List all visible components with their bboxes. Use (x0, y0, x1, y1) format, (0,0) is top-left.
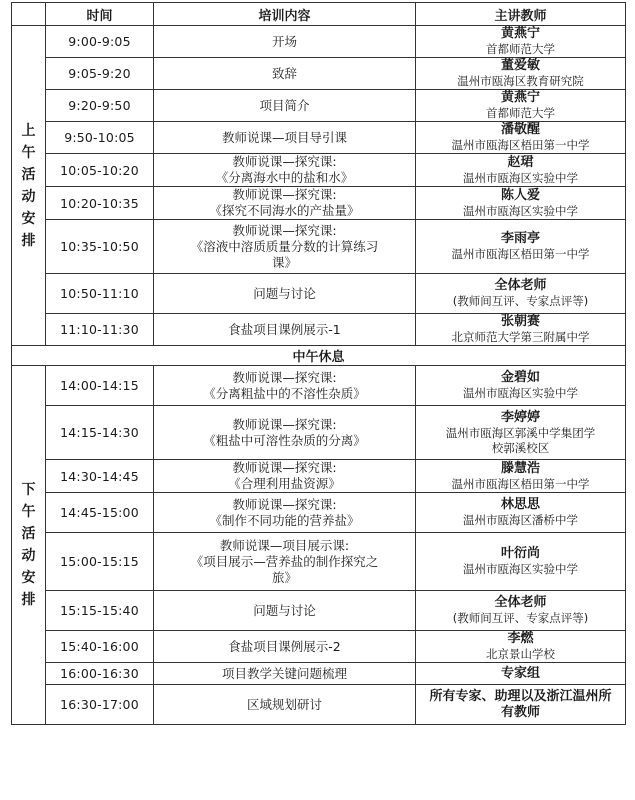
content-line: 教师说课—探究课: (232, 187, 337, 202)
teacher-name: 林思思 (500, 497, 540, 512)
content-line: 《溶液中溶质质量分数的计算练习 (190, 238, 379, 254)
session-label (12, 26, 46, 346)
teacher-name: 所有专家、助理以及浙江温州所 (429, 688, 612, 704)
teacher-org: 温州市瓯海区梧田第一中学 (451, 247, 590, 261)
content-line: 食盐项目课例展示-2 (228, 638, 341, 654)
session-char: 动 (21, 548, 36, 564)
noon-row (12, 346, 626, 366)
content-line: 《合理利用盐资源》 (228, 476, 341, 491)
header-teacher: 主讲教师 (416, 3, 626, 26)
session-char: 活 (21, 166, 36, 183)
teacher-cell (416, 274, 626, 314)
teacher-cell (416, 493, 626, 533)
teacher-cell (416, 685, 626, 725)
teacher-cell (416, 220, 626, 274)
session-char: 上 (21, 122, 36, 139)
time-cell: 9:00-9:05 (46, 26, 154, 58)
schedule-row (12, 220, 626, 274)
schedule-row (12, 685, 626, 725)
schedule-row (12, 122, 626, 154)
content-cell (154, 591, 416, 631)
teacher-name: 李雨亭 (500, 231, 540, 246)
teacher-name: 潘敬醒 (500, 122, 540, 137)
time-cell: 10:05-10:20 (46, 154, 154, 187)
schedule-row (12, 460, 626, 493)
teacher-name: 赵珺 (507, 154, 534, 170)
teacher-name: 全体老师 (494, 595, 547, 610)
content-line: 问题与讨论 (253, 285, 316, 301)
session-char: 安 (21, 210, 36, 227)
teacher-org: (教师间互评、专家点评等) (452, 294, 589, 308)
content-cell (154, 406, 416, 460)
teacher-org: 首都师范大学 (486, 42, 555, 56)
content-cell (154, 366, 416, 406)
teacher-cell (416, 406, 626, 460)
session-char: 午 (21, 144, 36, 161)
header-content: 培训内容 (154, 3, 416, 26)
teacher-name: 黄燕宁 (500, 90, 540, 105)
content-cell (154, 533, 416, 591)
schedule-row (12, 591, 626, 631)
content-line: 教师说课—探究课: (232, 416, 337, 432)
schedule-row (12, 154, 626, 187)
teacher-org: 温州市瓯海区梧田第一中学 (451, 476, 590, 491)
teacher-org: 北京景山学校 (486, 647, 555, 661)
schedule-row (12, 366, 626, 406)
content-line: 项目教学关键问题梳理 (221, 665, 347, 681)
schedule-row (12, 406, 626, 460)
time-cell: 14:00-14:15 (46, 366, 154, 406)
content-line: 问题与讨论 (253, 602, 316, 618)
time-cell: 10:35-10:50 (46, 220, 154, 274)
content-line: 教师说课—探究课: (232, 460, 337, 475)
content-cell (154, 154, 416, 187)
schedule-row (12, 314, 626, 346)
session-char: 安 (21, 570, 36, 586)
teacher-name: 全体老师 (494, 278, 547, 293)
content-cell (154, 493, 416, 533)
time-cell: 10:50-11:10 (46, 274, 154, 314)
content-cell (154, 314, 416, 346)
teacher-name: 金碧如 (500, 370, 540, 385)
teacher-org: 温州市瓯海区郭溪中学集团学 (445, 425, 596, 440)
teacher-org: 温州市瓯海区实验中学 (463, 203, 578, 218)
session-char: 活 (21, 526, 36, 542)
teacher-cell (416, 631, 626, 663)
time-cell: 14:15-14:30 (46, 406, 154, 460)
schedule-row (12, 493, 626, 533)
teacher-org: 北京师范大学第三附属中学 (451, 330, 590, 344)
time-cell: 15:00-15:15 (46, 533, 154, 591)
teacher-cell (416, 314, 626, 346)
content-line: 《分离粗盐中的不溶性杂质》 (203, 385, 366, 401)
session-char: 排 (21, 592, 36, 608)
teacher-name: 李燃 (507, 631, 534, 646)
content-line: 《粗盐中可溶性杂质的分离》 (203, 432, 366, 448)
teacher-cell (416, 90, 626, 122)
teacher-cell (416, 58, 626, 90)
content-line: 《探究不同海水的产盐量》 (209, 203, 360, 218)
teacher-org: 温州市瓯海区梧田第一中学 (451, 138, 590, 152)
content-line: 教师说课—项目展示课: (219, 537, 350, 553)
session-char: 下 (21, 482, 36, 498)
time-cell: 9:05-9:20 (46, 58, 154, 90)
header-time: 时间 (46, 3, 154, 26)
content-line: 开场 (271, 33, 297, 49)
teacher-cell (416, 187, 626, 220)
teacher-cell (416, 26, 626, 58)
session-char: 动 (21, 188, 36, 205)
content-line: 教师说课—探究课: (232, 222, 337, 238)
teacher-org: 首都师范大学 (486, 106, 555, 120)
schedule-row (12, 663, 626, 685)
content-line: 课》 (271, 254, 297, 270)
time-cell: 9:50-10:05 (46, 122, 154, 154)
content-cell (154, 26, 416, 58)
header-session (12, 3, 46, 26)
content-cell (154, 274, 416, 314)
content-cell (154, 663, 416, 685)
time-cell: 11:10-11:30 (46, 314, 154, 346)
schedule-row (12, 631, 626, 663)
content-cell (154, 122, 416, 154)
teacher-name: 张朝赛 (500, 314, 540, 329)
teacher-org: (教师间互评、专家点评等) (452, 611, 589, 625)
content-cell (154, 220, 416, 274)
content-cell (154, 90, 416, 122)
session-char: 排 (21, 232, 36, 249)
teacher-name: 叶衍尚 (500, 546, 540, 561)
content-cell (154, 58, 416, 90)
teacher-name: 董爱敏 (500, 58, 540, 73)
time-cell: 15:15-15:40 (46, 591, 154, 631)
time-cell: 14:45-15:00 (46, 493, 154, 533)
teacher-cell (416, 591, 626, 631)
teacher-org: 校郭溪校区 (491, 440, 550, 455)
content-cell (154, 685, 416, 725)
schedule-row (12, 187, 626, 220)
content-line: 区域规划研讨 (246, 696, 322, 712)
time-cell: 15:40-16:00 (46, 631, 154, 663)
schedule-row (12, 26, 626, 58)
header-row (12, 3, 626, 26)
session-label (12, 366, 46, 725)
content-line: 致辞 (271, 65, 297, 81)
content-line: 《分离海水中的盐和水》 (215, 170, 354, 185)
teacher-name: 陈人爱 (500, 187, 540, 203)
teacher-cell (416, 533, 626, 591)
content-line: 教师说课—探究课: (232, 496, 337, 512)
schedule-row (12, 274, 626, 314)
time-cell: 16:30-17:00 (46, 685, 154, 725)
time-cell: 14:30-14:45 (46, 460, 154, 493)
session-char: 午 (21, 504, 36, 520)
content-cell (154, 631, 416, 663)
noon-break: 中午休息 (12, 346, 626, 366)
teacher-cell (416, 154, 626, 187)
content-cell (154, 187, 416, 220)
content-line: 教师说课—探究课: (232, 154, 337, 169)
time-cell: 16:00-16:30 (46, 663, 154, 685)
time-cell: 10:20-10:35 (46, 187, 154, 220)
teacher-cell (416, 122, 626, 154)
teacher-cell (416, 366, 626, 406)
content-line: 食盐项目课例展示-1 (228, 321, 341, 337)
teacher-org: 温州市瓯海区实验中学 (463, 386, 578, 400)
teacher-name: 有教师 (500, 704, 540, 720)
teacher-name: 滕慧浩 (500, 460, 540, 476)
content-line: 《项目展示—营养盐的制作探究之 (190, 553, 379, 569)
teacher-org: 温州市瓯海区教育研究院 (457, 74, 584, 88)
schedule-table (11, 2, 626, 725)
content-cell (154, 460, 416, 493)
teacher-cell (416, 663, 626, 685)
teacher-org: 温州市瓯海区潘桥中学 (463, 513, 578, 527)
teacher-org: 温州市瓯海区实验中学 (463, 562, 578, 576)
teacher-org: 温州市瓯海区实验中学 (463, 170, 578, 185)
content-line: 旅》 (271, 569, 297, 585)
teacher-name: 专家组 (500, 665, 540, 681)
schedule-row (12, 90, 626, 122)
teacher-name: 李婷婷 (500, 409, 540, 425)
teacher-name: 黄燕宁 (500, 26, 540, 41)
content-line: 教师说课—探究课: (232, 369, 337, 385)
content-line: 《制作不同功能的营养盐》 (209, 512, 360, 528)
content-line: 教师说课—项目导引课 (221, 129, 347, 145)
content-line: 项目简介 (259, 97, 310, 113)
schedule-row (12, 58, 626, 90)
schedule-row (12, 533, 626, 591)
teacher-cell (416, 460, 626, 493)
time-cell: 9:20-9:50 (46, 90, 154, 122)
